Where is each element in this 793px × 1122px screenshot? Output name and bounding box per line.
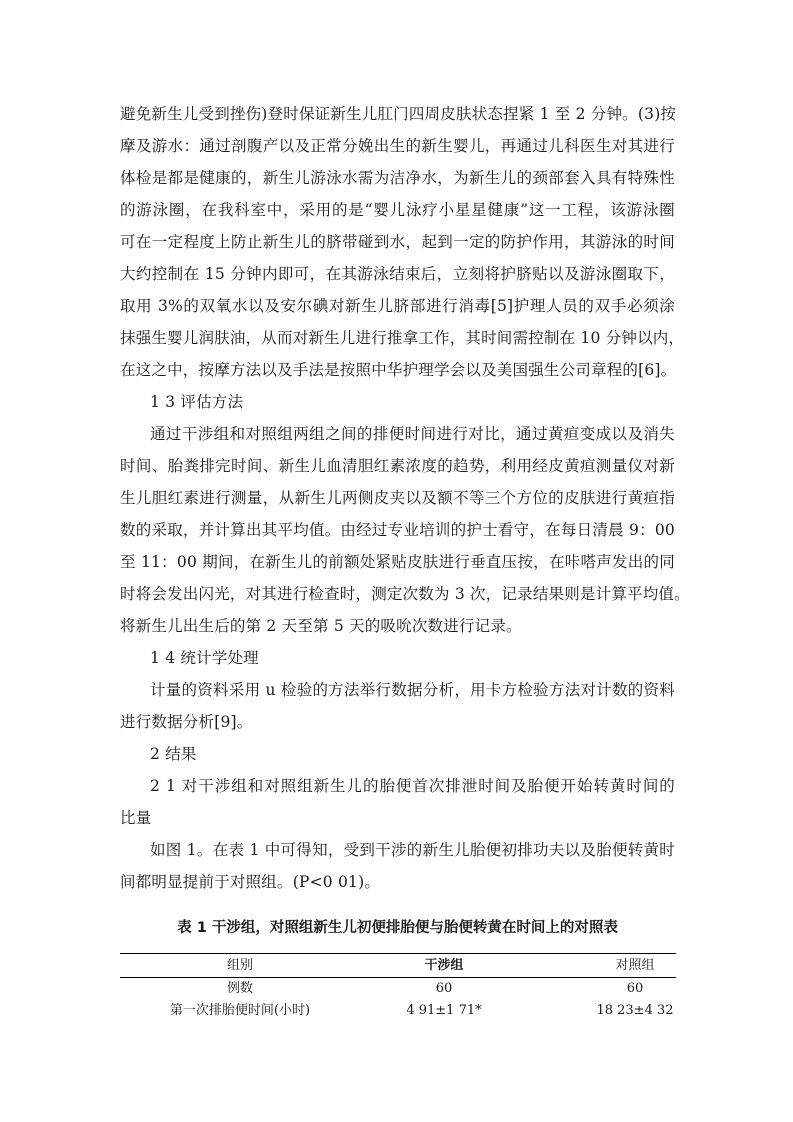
table-top-rule [120, 953, 676, 954]
paragraph-line: 进行数据分析[9]。 [120, 713, 253, 731]
section-heading: 比量 [120, 809, 152, 827]
paragraph-line: 至 11：00 期间，在新生儿的前额处紧贴皮肤进行垂直压按，在咔嗒声发出的同 [120, 553, 675, 571]
paragraph-line: 摩及游水：通过剖腹产以及正常分娩出生的新生婴儿，再通过儿科医生对其进行 [120, 137, 675, 155]
paragraph-line: 在这之中，按摩方法以及手法是按照中华护理学会以及美国强生公司章程的[6]。 [120, 361, 677, 379]
table-cell: 第一次排胎便时间(小时) [169, 1003, 311, 1018]
paragraph-line: 时间、胎粪排完时间、新生儿血清胆红素浓度的趋势，利用经皮黄疸测量仪对新 [120, 457, 675, 475]
paragraph-line: 计量的资料采用 u 检验的方法举行数据分析，用卡方检验方法对计数的资料 [150, 681, 675, 699]
table-cell: 18 23±4 32 [596, 1003, 674, 1018]
paragraph-line: 通过干涉组和对照组两组之间的排便时间进行对比，通过黄疸变成以及消失 [150, 425, 675, 443]
table-cell: 例数 [226, 981, 253, 996]
section-heading: 2 1 对干涉组和对照组新生儿的胎便首次排泄时间及胎便开始转黄时间的 [150, 777, 675, 795]
paragraph-line: 生儿胆红素进行测量，从新生儿两侧皮夹以及额不等三个方位的皮肤进行黄疸指 [120, 489, 675, 507]
table-caption: 表 1 干涉组，对照组新生儿初便排胎便与胎便转黄在时间上的对照表 [177, 920, 618, 936]
table-cell: 4 91±1 71* [406, 1003, 482, 1018]
paragraph-line: 如图 1。在表 1 中可得知，受到干涉的新生儿胎便初排功夫以及胎便转黄时 [150, 841, 675, 859]
section-heading: 1 3 评估方法 [150, 393, 244, 411]
table-header-intervention: 干涉组 [424, 958, 464, 973]
table-cell: 60 [626, 981, 644, 996]
paragraph-line: 间都明显提前于对照组。(P<0 01)。 [120, 873, 381, 891]
table-header-rule [120, 977, 676, 978]
paragraph-line: 体检是都是健康的，新生儿游泳水需为洁净水，为新生儿的颈部套入具有特殊性 [120, 169, 675, 187]
paragraph-line: 避免新生儿受到挫伤)登时保证新生儿肛门四周皮肤状态捏紧 1 至 2 分钟。(3)按 [120, 105, 677, 123]
section-heading: 1 4 统计学处理 [150, 649, 259, 667]
paragraph-line: 抹强生婴儿润肤油，从而对新生儿进行推拿工作，其时间需控制在 10 分钟以内， [120, 329, 685, 347]
paragraph-line: 可在一定程度上防止新生儿的脐带碰到水，起到一定的防护作用，其游泳的时间 [120, 233, 675, 251]
paragraph-line: 大约控制在 15 分钟内即可，在其游泳结束后，立刻将护脐贴以及游泳圈取下， [120, 265, 675, 283]
paragraph-line: 取用 3%的双氧水以及安尔碘对新生儿脐部进行消毒[5]护理人员的双手必须涂 [120, 297, 675, 315]
paragraph-line: 将新生儿出生后的第 2 天至第 5 天的吸吮次数进行记录。 [120, 617, 522, 635]
table-cell: 60 [435, 981, 453, 996]
paragraph-line: 数的采取，并计算出其平均值。由经过专业培训的护士看守，在每日清晨 9：00 [120, 521, 675, 539]
table-header-group: 组别 [226, 958, 253, 973]
paragraph-line: 时将会发出闪光，对其进行检查时，测定次数为 3 次，记录结果则是计算平均值。 [120, 585, 690, 603]
table-header-control: 对照组 [615, 958, 655, 973]
section-heading: 2 结果 [150, 745, 197, 763]
paragraph-line: 的游泳圈，在我科室中，采用的是“婴儿泳疗小星星健康”这一工程，该游泳圈 [120, 201, 675, 219]
